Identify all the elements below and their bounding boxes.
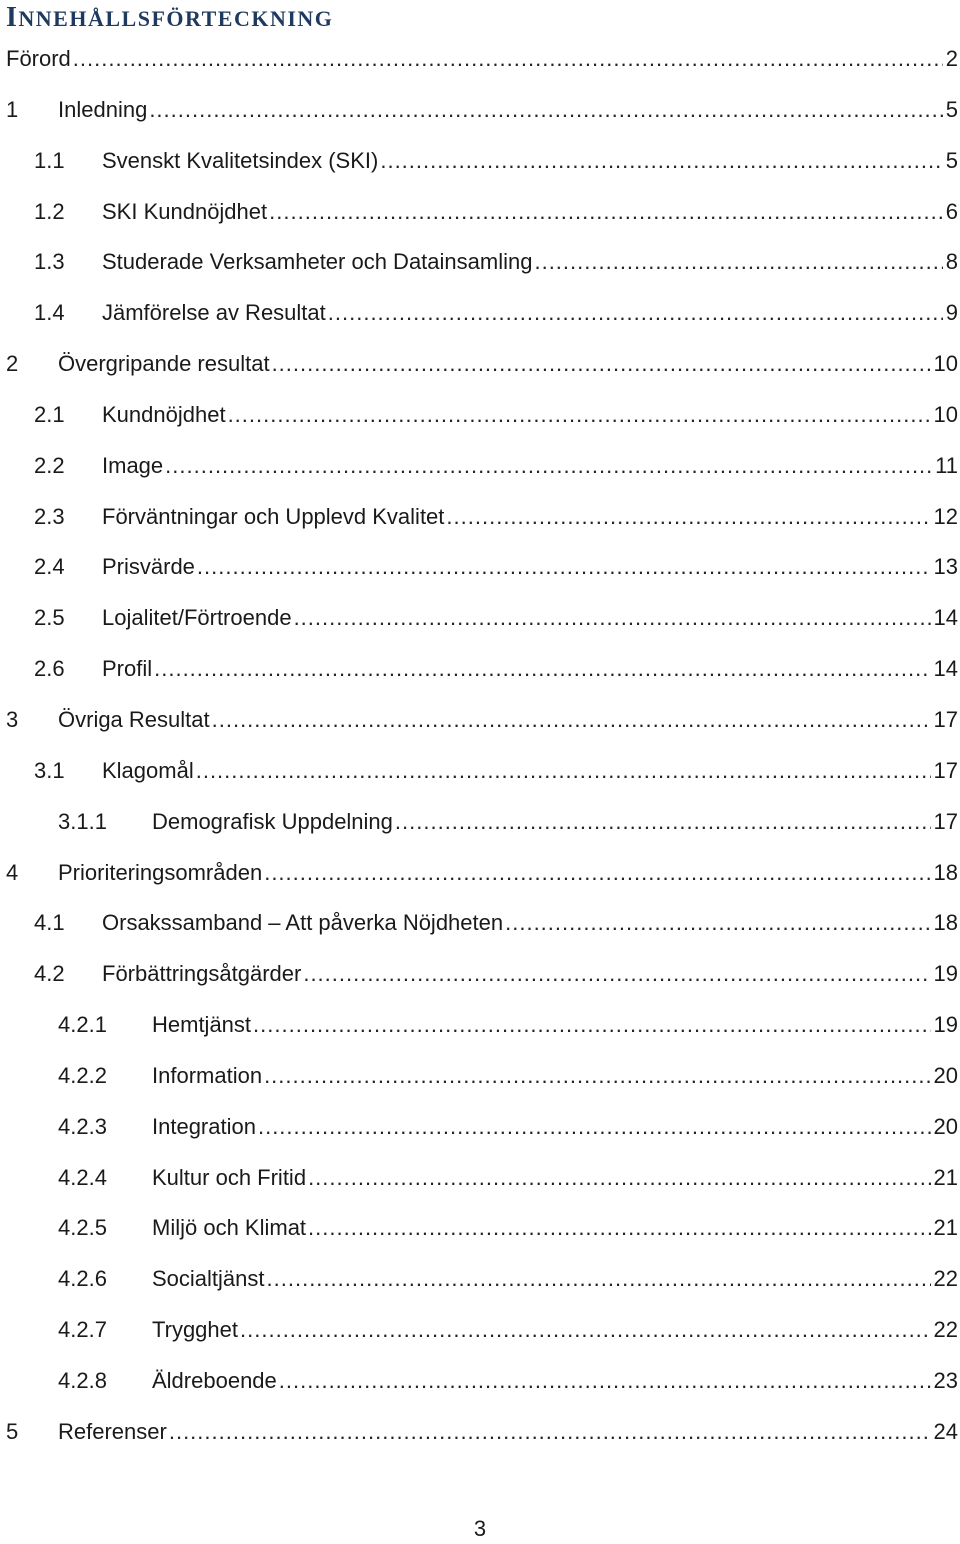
toc-entry-page: 21	[933, 1215, 958, 1241]
toc-dot-leader	[380, 136, 942, 186]
toc-entry-number: 5	[6, 1418, 19, 1444]
toc-dot-leader	[264, 848, 930, 898]
toc-entry-number: 3.1	[34, 757, 65, 783]
toc-entry-number: 3.1.1	[58, 808, 107, 834]
toc-entry-number: 2.2	[34, 452, 65, 478]
toc-entry[interactable]	[0, 34, 960, 85]
toc-dot-leader	[303, 949, 930, 999]
toc-entry[interactable]	[0, 1305, 960, 1356]
toc-entry-page: 18	[933, 859, 958, 885]
toc-entry[interactable]	[0, 695, 960, 746]
toc-entry-number: 4.2.7	[58, 1317, 107, 1343]
toc-entry-page: 10	[933, 351, 958, 377]
toc-dot-leader	[154, 644, 930, 694]
toc-entry-page: 11	[935, 452, 958, 478]
toc-entry-number: 2.4	[34, 554, 65, 580]
toc-entry-page: 22	[933, 1266, 958, 1292]
toc-entry-title: Socialtjänst	[152, 1266, 265, 1292]
toc-entry-page: 22	[933, 1317, 958, 1343]
toc-entry-page: 19	[933, 1012, 958, 1038]
toc-dot-leader	[196, 746, 931, 796]
toc-dot-leader	[308, 1203, 930, 1253]
toc-dot-leader	[534, 237, 942, 287]
toc-entry[interactable]	[0, 1203, 960, 1254]
toc-entry[interactable]	[0, 339, 960, 390]
toc-entry[interactable]	[0, 898, 960, 949]
toc-entry-title: Svenskt Kvalitetsindex (SKI)	[102, 147, 379, 173]
toc-entry-title: Referenser	[58, 1418, 167, 1444]
toc-dot-leader	[505, 898, 930, 948]
toc-entry-number: 4.2.1	[58, 1012, 107, 1038]
toc-entry-page: 20	[933, 1062, 958, 1088]
toc-entry[interactable]	[0, 1254, 960, 1305]
toc-entry-number: 1	[6, 96, 19, 122]
toc-entry-page: 8	[945, 249, 958, 275]
toc-entry-title: Prioriteringsområden	[58, 859, 263, 885]
toc-entry-number: 2	[6, 351, 19, 377]
toc-entry[interactable]	[0, 441, 960, 492]
toc-entry-page: 17	[933, 757, 958, 783]
toc-entry-number: 4.2.6	[58, 1266, 107, 1292]
toc-entry-page: 6	[945, 198, 958, 224]
toc-entry[interactable]	[0, 1153, 960, 1204]
toc-entry-page: 20	[933, 1113, 958, 1139]
toc-entry[interactable]	[0, 136, 960, 187]
toc-entry[interactable]	[0, 746, 960, 797]
toc-entry-title: Information	[152, 1062, 263, 1088]
toc-entry[interactable]	[0, 797, 960, 848]
toc-entry-title: Övergripande resultat	[58, 351, 270, 377]
toc-dot-leader	[228, 390, 931, 440]
toc-entry-title: Inledning	[58, 96, 148, 122]
toc-entry-page: 2	[945, 46, 958, 71]
toc-entry-title: Trygghet	[152, 1317, 239, 1343]
toc-entry-page: 14	[933, 605, 958, 631]
toc-entry-page: 17	[933, 808, 958, 834]
toc-entry-title: Jämförelse av Resultat	[102, 300, 326, 326]
toc-entry[interactable]	[0, 288, 960, 339]
toc-dot-leader	[328, 288, 943, 338]
toc-dot-leader	[73, 34, 943, 84]
toc-entry-number: 2.1	[34, 401, 65, 427]
toc-entry-page: 19	[933, 961, 958, 987]
toc-entry-page: 5	[945, 96, 958, 122]
toc-dot-leader	[294, 593, 931, 643]
toc-entry-number: 4.2.3	[58, 1113, 107, 1139]
toc-entry-title: Integration	[152, 1113, 256, 1139]
toc-dot-leader	[165, 441, 932, 491]
toc-list	[0, 34, 960, 1458]
toc-entry-title: Prisvärde	[102, 554, 195, 580]
toc-dot-leader	[253, 1000, 930, 1050]
toc-dot-leader	[267, 1254, 931, 1304]
toc-dot-leader	[269, 187, 943, 237]
toc-entry-number: 4.2.2	[58, 1062, 107, 1088]
toc-entry[interactable]	[0, 390, 960, 441]
toc-entry-number: 3	[6, 706, 19, 732]
toc-entry-title: Profil	[102, 656, 153, 682]
toc-entry[interactable]	[0, 1102, 960, 1153]
toc-heading-rest: NNEHÅLLSFÖRTECKNING	[18, 6, 334, 31]
toc-entry-title: Förbättringsåtgärder	[102, 961, 302, 987]
toc-heading-initial: I	[6, 2, 19, 33]
toc-dot-leader	[169, 1407, 931, 1457]
toc-entry-title: Klagomål	[102, 757, 194, 783]
toc-entry-title: SKI Kundnöjdhet	[102, 198, 268, 224]
toc-entry-title: Orsakssamband – Att påverka Nöjdheten	[102, 910, 504, 936]
toc-entry-number: 4	[6, 859, 19, 885]
toc-entry-title: Övriga Resultat	[58, 706, 210, 732]
toc-dot-leader	[258, 1102, 931, 1152]
toc-entry-number: 4.2.8	[58, 1367, 107, 1393]
toc-entry-title: Demografisk Uppdelning	[152, 808, 393, 834]
toc-entry[interactable]	[0, 187, 960, 238]
toc-entry-number: 2.6	[34, 656, 65, 682]
toc-entry-page: 21	[933, 1164, 958, 1190]
toc-entry-title: Miljö och Klimat	[152, 1215, 307, 1241]
toc-entry-page: 5	[945, 147, 958, 173]
toc-entry[interactable]	[0, 644, 960, 695]
toc-entry-number: 2.3	[34, 503, 65, 529]
toc-entry-page: 23	[933, 1367, 958, 1393]
toc-entry-page: 12	[933, 503, 958, 529]
toc-entry[interactable]	[0, 949, 960, 1000]
toc-entry-page: 24	[933, 1418, 958, 1444]
toc-dot-leader	[272, 339, 931, 389]
toc-entry[interactable]	[0, 492, 960, 543]
toc-entry-number: 1.1	[34, 147, 65, 173]
toc-entry-title: Förväntningar och Upplevd Kvalitet	[102, 503, 445, 529]
toc-dot-leader	[446, 492, 930, 542]
toc-entry-title: Lojalitet/Förtroende	[102, 605, 292, 631]
toc-dot-leader	[395, 797, 931, 847]
toc-entry-number: 1.2	[34, 198, 65, 224]
toc-dot-leader	[149, 85, 942, 135]
toc-entry-page: 13	[933, 554, 958, 580]
toc-dot-leader	[240, 1305, 931, 1355]
toc-entry-page: 10	[933, 401, 958, 427]
toc-entry[interactable]	[0, 593, 960, 644]
toc-entry[interactable]	[0, 542, 960, 593]
toc-entry-title: Förord	[6, 46, 71, 71]
page-number: 3	[473, 1516, 487, 1541]
toc-dot-leader	[279, 1356, 931, 1406]
toc-entry-title: Kultur och Fritid	[152, 1164, 307, 1190]
toc-entry-page: 9	[945, 300, 958, 326]
toc-heading	[6, 2, 333, 35]
toc-entry-number: 4.1	[34, 910, 65, 936]
toc-entry[interactable]	[0, 1051, 960, 1102]
toc-entry-page: 18	[933, 910, 958, 936]
toc-entry[interactable]	[0, 85, 960, 136]
toc-entry[interactable]	[0, 1356, 960, 1407]
toc-entry-number: 2.5	[34, 605, 65, 631]
toc-entry-number: 1.4	[34, 300, 65, 326]
toc-entry-number: 4.2.5	[58, 1215, 107, 1241]
toc-entry[interactable]	[0, 237, 960, 288]
toc-entry-title: Image	[102, 452, 164, 478]
toc-entry-title: Äldreboende	[152, 1367, 277, 1393]
toc-entry[interactable]	[0, 848, 960, 899]
toc-entry[interactable]	[0, 1000, 960, 1051]
toc-entry-number: 1.3	[34, 249, 65, 275]
toc-entry-number: 4.2	[34, 961, 65, 987]
toc-entry-title: Studerade Verksamheter och Datainsamling	[102, 249, 533, 275]
toc-entry-number: 4.2.4	[58, 1164, 107, 1190]
toc-dot-leader	[308, 1153, 930, 1203]
toc-entry[interactable]	[0, 1407, 960, 1458]
toc-dot-leader	[197, 542, 931, 592]
toc-dot-leader	[264, 1051, 930, 1101]
toc-entry-page: 14	[933, 656, 958, 682]
toc-entry-title: Hemtjänst	[152, 1012, 252, 1038]
toc-dot-leader	[212, 695, 931, 745]
toc-entry-title: Kundnöjdhet	[102, 401, 226, 427]
toc-entry-page: 17	[933, 706, 958, 732]
